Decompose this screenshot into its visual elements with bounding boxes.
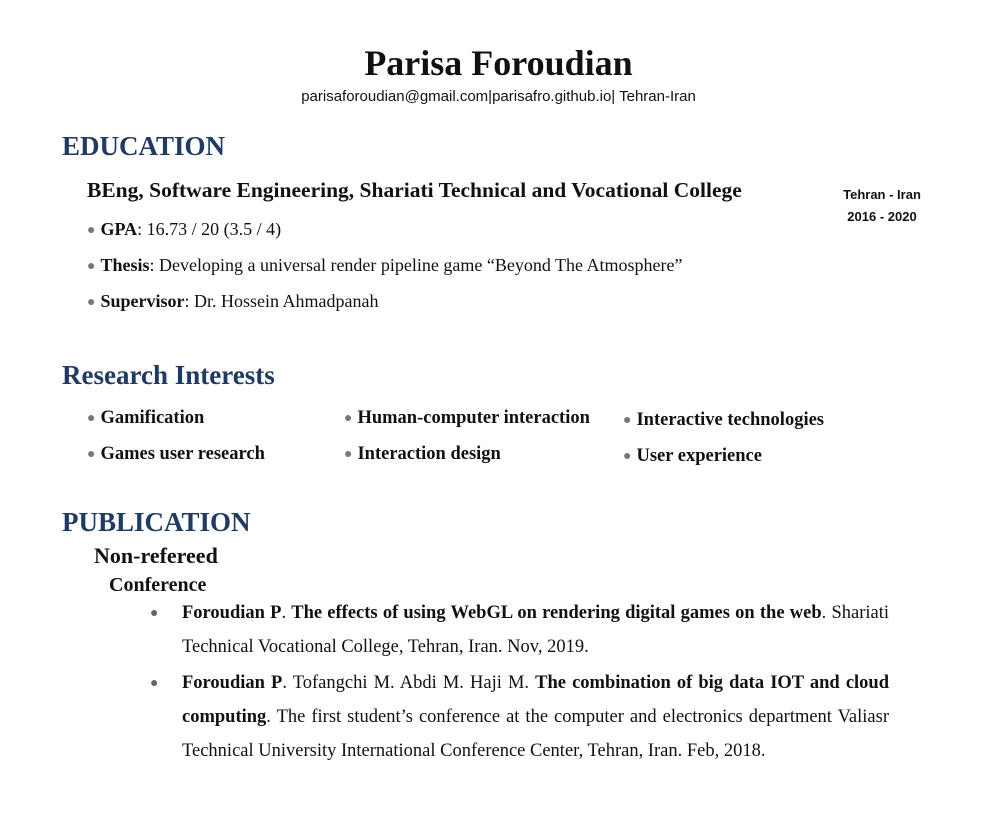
bullet-icon: ●	[87, 259, 96, 274]
education-item-label: GPA	[100, 219, 138, 239]
publication-separator: .	[281, 603, 292, 623]
publication-title: The combination of big data IOT and cloud computing	[182, 673, 889, 727]
publication-venue: . The first student’s conference at the computer and electronics department Valiasr Technical University International Conference Center, Tehran, Iran. Feb, 2018.	[182, 707, 889, 761]
publication-title: The effects of using WebGL on rendering digital games on the web	[291, 603, 822, 623]
bullet-icon: ●	[623, 449, 632, 464]
research-item	[87, 408, 204, 429]
research-item	[344, 444, 501, 465]
research-item-label: Interactive technologies	[636, 410, 824, 430]
research-item	[344, 408, 590, 429]
education-item-value: : Dr. Hossein Ahmadpanah	[184, 291, 379, 311]
contact-line: parisaforoudian@gmail.com|parisafro.github.io| Tehran-Iran	[301, 88, 696, 105]
publication-entry	[182, 596, 889, 664]
publication-author: Foroudian P	[182, 603, 282, 623]
research-item-label: Games user research	[100, 444, 265, 464]
research-item-label: User experience	[636, 446, 762, 466]
research-item-label: Human-computer interaction	[357, 408, 590, 428]
publication-entry	[182, 666, 889, 768]
bullet-icon: ●	[344, 447, 353, 462]
research-item	[623, 410, 824, 431]
resume-name: Parisa Foroudian	[364, 43, 633, 83]
education-location: Tehran - Iran	[843, 187, 921, 202]
bullet-icon: ●	[344, 411, 353, 426]
bullet-icon: ●	[150, 606, 159, 621]
education-item-gpa	[87, 219, 281, 240]
publication-separator: .	[282, 673, 293, 693]
research-item-label: Interaction design	[357, 444, 501, 464]
education-item-value: : Developing a universal render pipeline game “Beyond The Atmosphere”	[149, 255, 683, 275]
education-item-thesis	[87, 255, 683, 276]
bullet-icon: ●	[87, 223, 96, 238]
degree-title: BEng, Software Engineering, Shariati Technical and Vocational College	[87, 178, 742, 202]
research-item	[623, 446, 762, 467]
education-item-label: Supervisor	[100, 291, 185, 311]
bullet-icon: ●	[87, 411, 96, 426]
section-heading-education: EDUCATION	[62, 131, 226, 161]
research-item	[87, 444, 265, 465]
education-item-label: Thesis	[100, 255, 150, 275]
education-years: 2016 - 2020	[847, 209, 917, 224]
bullet-icon: ●	[87, 447, 96, 462]
publication-category: Conference	[109, 574, 207, 596]
publication-coauthors: Tofangchi M. Abdi M. Haji M.	[292, 673, 536, 693]
research-item-label: Gamification	[100, 408, 205, 428]
bullet-icon: ●	[150, 676, 159, 691]
bullet-icon: ●	[623, 413, 632, 428]
publication-venue: . Shariati Technical Vocational College, Tehran, Iran. Nov, 2019.	[182, 603, 889, 657]
section-heading-research: Research Interests	[62, 360, 275, 390]
publication-author: Foroudian P	[182, 673, 283, 693]
bullet-icon: ●	[87, 295, 96, 310]
publication-subheading: Non-refereed	[94, 543, 218, 568]
education-item-supervisor	[87, 291, 378, 312]
education-item-value: : 16.73 / 20 (3.5 / 4)	[137, 219, 282, 239]
section-heading-publication: PUBLICATION	[62, 507, 251, 537]
